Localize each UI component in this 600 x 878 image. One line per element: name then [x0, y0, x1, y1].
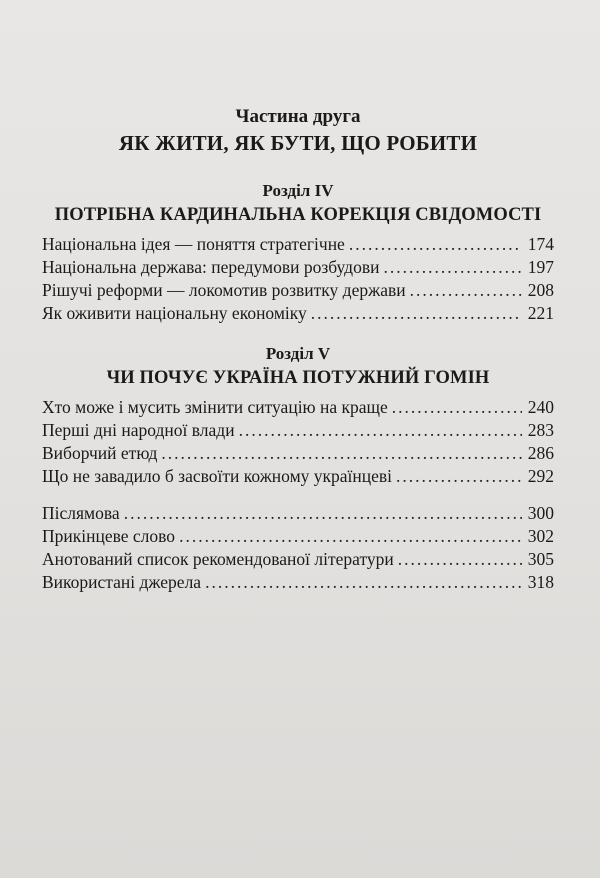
leader-dots: [161, 442, 521, 465]
toc-entry-page: 283: [527, 420, 554, 440]
toc-entry: [42, 442, 554, 465]
toc-entry: [42, 396, 554, 419]
appendix-list: [42, 502, 554, 594]
leader-dots: [239, 419, 522, 442]
toc-entry: [42, 256, 554, 279]
leader-dots: [205, 571, 522, 594]
section-label: Розділ IV: [262, 181, 334, 200]
toc-entry-title: Хто може і мусить змінити ситуацію на краще: [42, 397, 388, 417]
section-title: ПОТРІБНА КАРДИНАЛЬНА КОРЕКЦІЯ СВІДОМОСТІ: [54, 205, 542, 225]
table-of-contents: [42, 106, 554, 594]
toc-entry-title: Прикінцеве слово: [42, 526, 176, 546]
toc-entry: [42, 571, 554, 594]
toc-entry-title: Використані джерела: [42, 572, 202, 592]
toc-entry-title: Перші дні народної влади: [42, 420, 235, 440]
toc-entry: [42, 525, 554, 548]
toc-entry: [42, 419, 554, 442]
toc-entry-title: Що не завадило б засвоїти кожному українцеві: [42, 466, 393, 486]
toc-entry: [42, 502, 554, 525]
part-title: ЯК ЖИТИ, ЯК БУТИ, ЩО РОБИТИ: [118, 131, 478, 155]
toc-entry-page: 318: [527, 572, 554, 592]
leader-dots: [311, 302, 522, 325]
toc-entry-page: 305: [527, 549, 554, 569]
toc-entry-page: 292: [527, 466, 554, 486]
toc-entry-page: 197: [527, 257, 554, 277]
part-label: Частина друга: [235, 106, 361, 127]
leader-dots: [410, 279, 522, 302]
toc-entry-title: Національна держава: передумови розбудови: [42, 257, 380, 277]
leader-dots: [396, 465, 522, 488]
toc-entry-page: 240: [527, 397, 554, 417]
leader-dots: [392, 396, 522, 419]
toc-entry-page: 302: [527, 526, 554, 546]
leader-dots: [383, 256, 521, 279]
toc-entry-page: 174: [527, 234, 554, 254]
toc-entry: [42, 548, 554, 571]
toc-entry-page: 208: [527, 280, 554, 300]
toc-entry: [42, 279, 554, 302]
leader-dots: [398, 548, 522, 571]
section-v: [42, 344, 554, 488]
toc-entry: [42, 465, 554, 488]
leader-dots: [349, 233, 522, 256]
toc-list: [42, 396, 554, 488]
toc-entry-page: 300: [527, 503, 554, 523]
toc-entry-title: Анотований список рекомендованої літератури: [42, 549, 394, 569]
leader-dots: [124, 502, 522, 525]
leader-dots: [179, 525, 522, 548]
toc-entry: [42, 233, 554, 256]
section-label: Розділ V: [265, 344, 331, 363]
toc-entry-title: Виборчий етюд: [42, 443, 158, 463]
toc-entry-title: Рішучі реформи — локомотив розвитку держави: [42, 280, 406, 300]
toc-entry: [42, 302, 554, 325]
toc-list: [42, 233, 554, 325]
toc-entry-title: Післямова: [42, 503, 120, 523]
toc-entry-page: 221: [527, 303, 554, 323]
toc-entry-page: 286: [527, 443, 554, 463]
section-title: ЧИ ПОЧУЄ УКРАЇНА ПОТУЖНИЙ ГОМІН: [106, 368, 490, 388]
toc-entry-title: Національна ідея — поняття стратегічне: [42, 234, 345, 254]
toc-entry-title: Як оживити національну економіку: [42, 303, 307, 323]
section-iv: [42, 181, 554, 325]
